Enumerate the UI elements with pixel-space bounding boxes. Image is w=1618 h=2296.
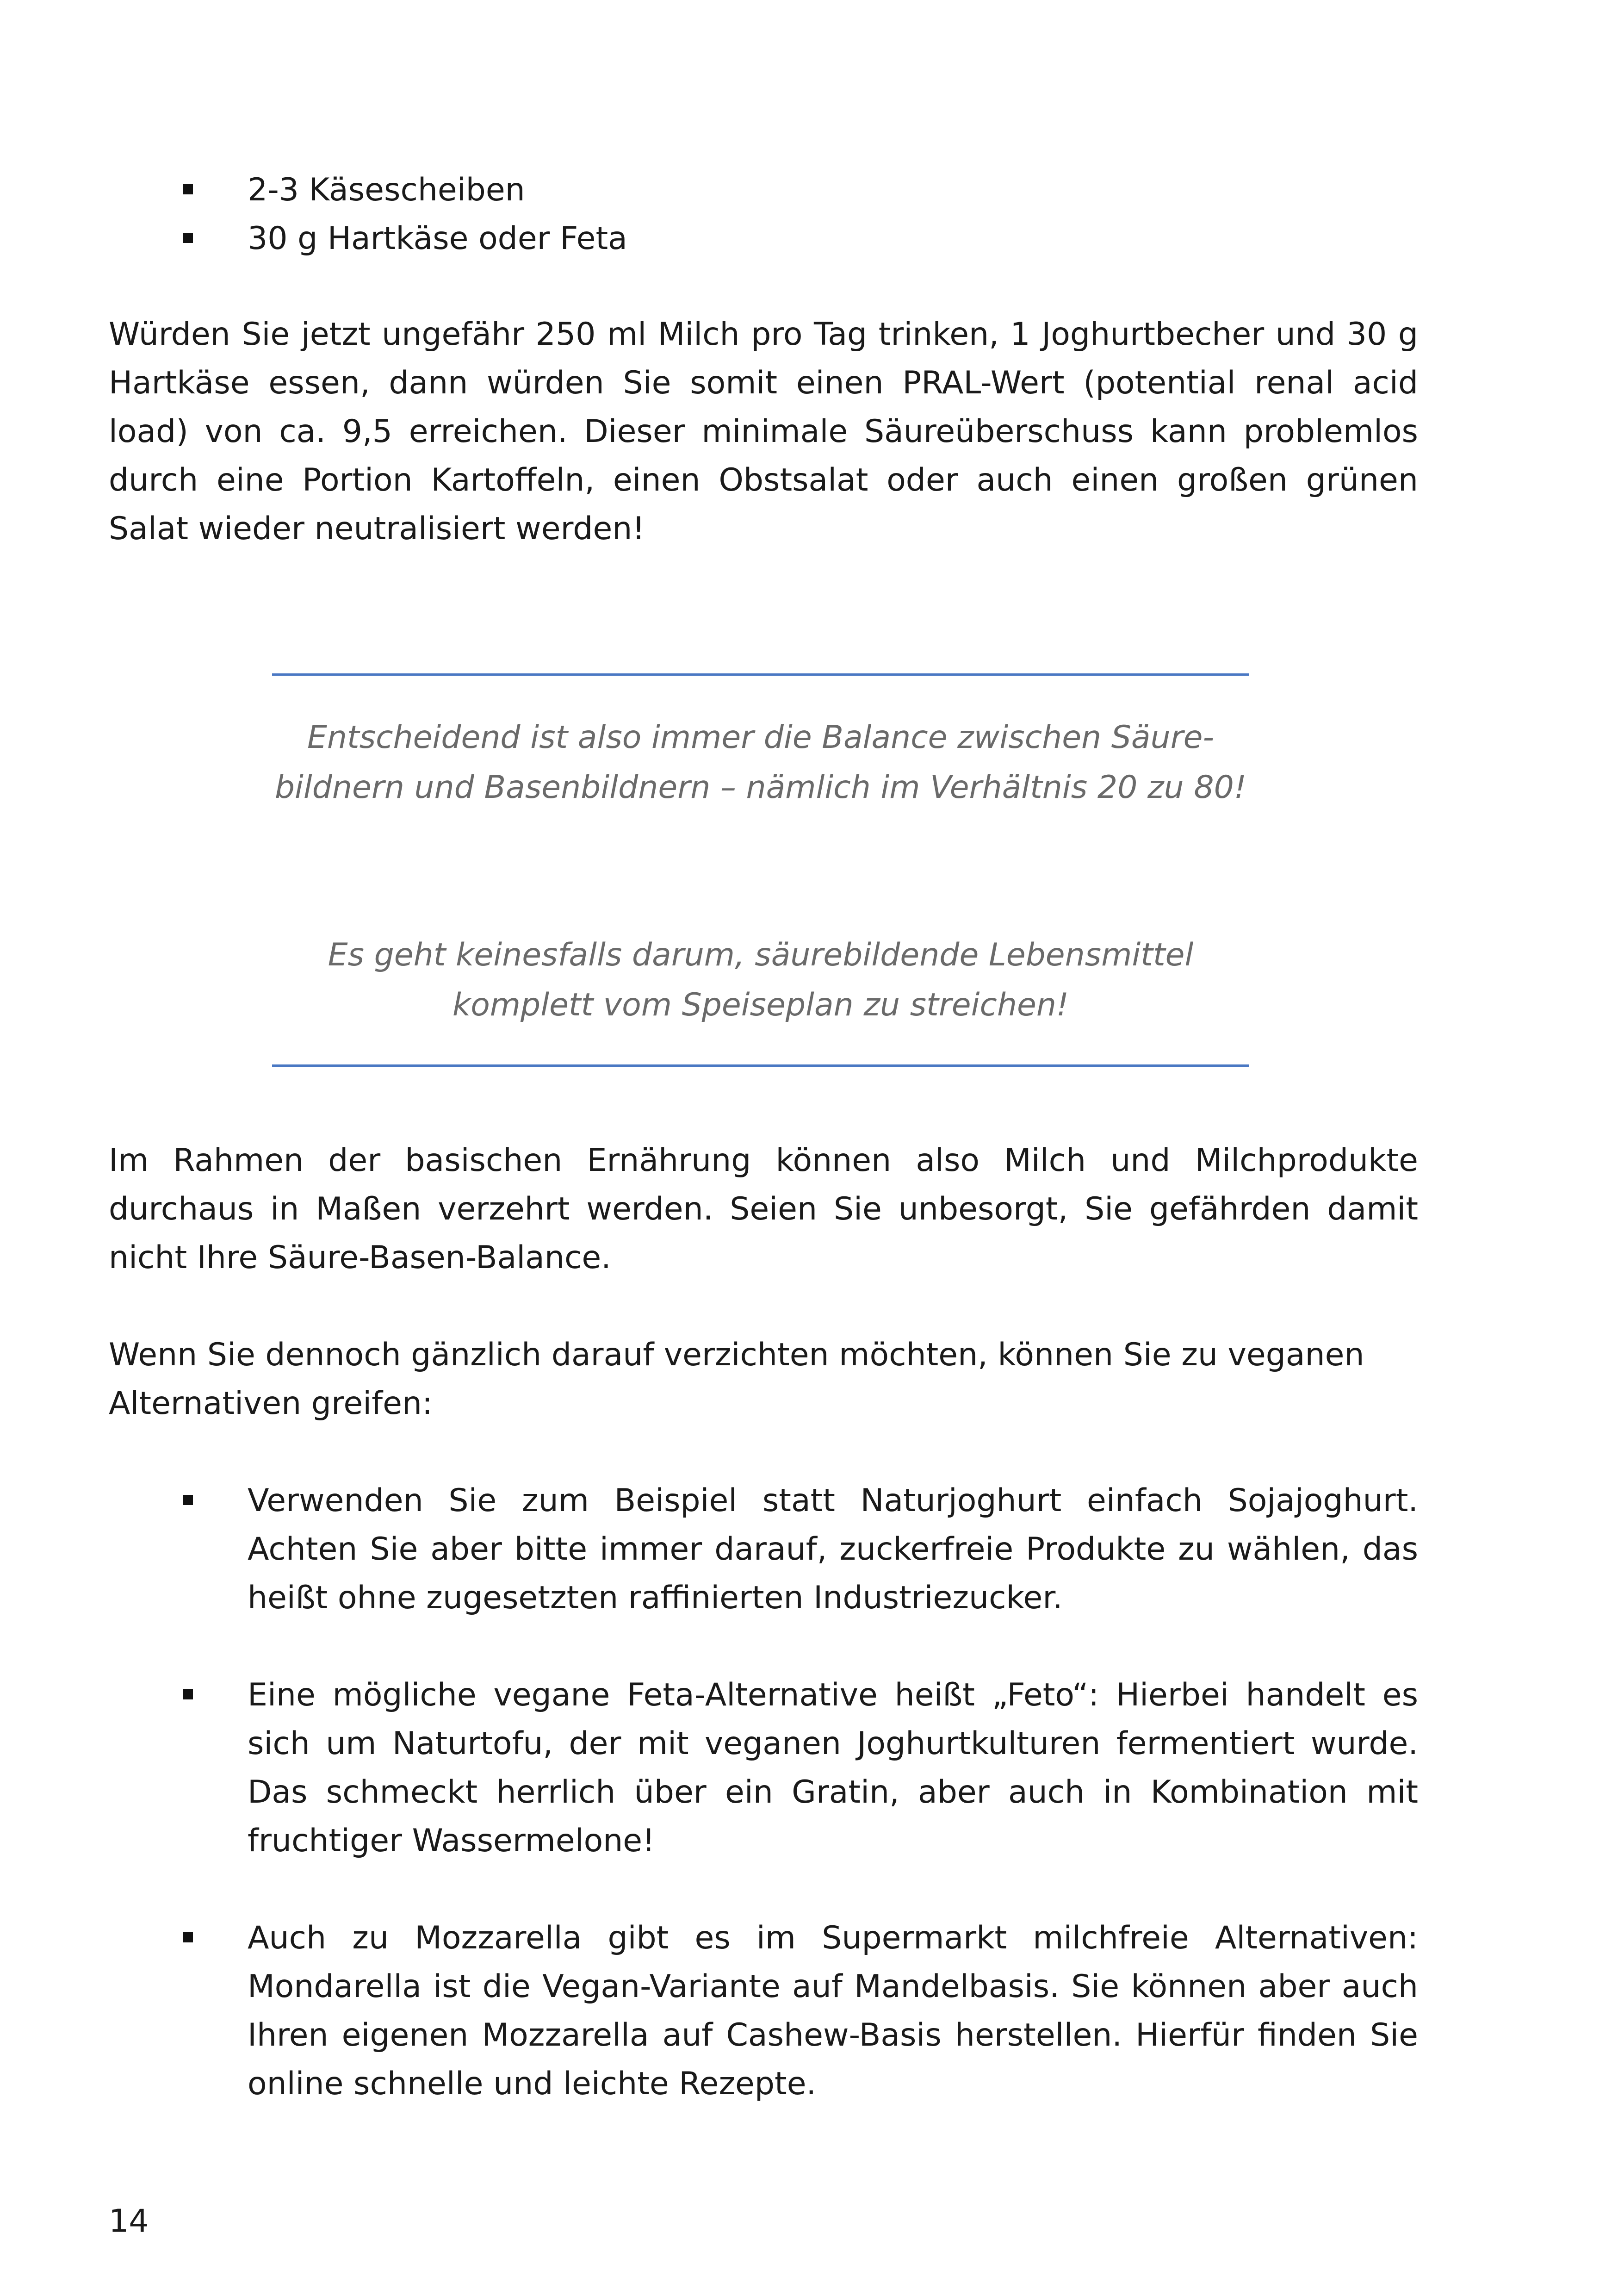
pral-paragraph: Würden Sie jetzt ungefähr 250 ml Milch pro Tag trinken, 1 Joghurtbecher und 30 g Hartkäse essen, dann würden Sie somit einen PRAL-Wert (potential renal acid load) von ca. 9,5 erreichen. Dieser minimale Säureüberschuss kann problemlos durch eine Portion Kartoffeln, einen Obstsalat oder auch einen großen grünen Salat wieder neutralisiert werden! [109,316,1418,547]
dairy-moderation-paragraph: Im Rahmen der basischen Ernährung können also Milch und Milchprodukte durchaus in Maßen verzehrt werden. Seien Sie unbesorgt, Sie gefährden damit nicht Ihre Säure-Basen-Balance. [109,1142,1418,1276]
quote-top-rule [272,673,1249,676]
quote-text-balance: Entscheidend ist also immer die Balance zwischen Säure-bildnern und Basenbildnern – nämlich im Verhältnis 20 zu 80! [274,719,1247,806]
list-item: 2-3 Käsescheiben [109,166,1418,214]
list-item: Verwenden Sie zum Beispiel statt Naturjoghurt einfach Sojajoghurt. Achten Sie aber bitte immer darauf, zuckerfreie Produkte zu wählen, das heißt ohne zugesetzten raffinierten Industriezucker. [109,1476,1418,1622]
quote-bottom-rule [272,1064,1249,1067]
vegan-alternatives-list [109,1476,1418,2108]
cheese-portion-list [109,166,1418,263]
quote-text-not-removing: Es geht keinesfalls darum, säurebildende Lebensmittel komplett vom Speiseplan zu streichen! [328,937,1194,1023]
list-item: 30 g Hartkäse oder Feta [109,214,1418,263]
list-item: Auch zu Mozzarella gibt es im Supermarkt milchfreie Alternativen: Mondarella ist die Vegan-Variante auf Mandelbasis. Sie können aber auch Ihren eigenen Mozzarella auf Cashew-Basis herstellen. Hierfür finden Sie online schnelle und leichte Rezepte. [109,1914,1418,2108]
list-item: Eine mögliche vegane Feta-Alternative heißt „Feto“: Hierbei handelt es sich um Naturtofu, der mit veganen Joghurtkulturen fermentiert wurde. Das schmeckt herrlich über ein Gratin, aber auch in Kombination mit fruchtiger Wassermelone! [109,1671,1418,1865]
page-number: 14 [109,2203,149,2240]
vegan-intro-paragraph: Wenn Sie dennoch gänzlich darauf verzichten möchten, können Sie zu veganen Alternativen greifen: [109,1337,1364,1422]
